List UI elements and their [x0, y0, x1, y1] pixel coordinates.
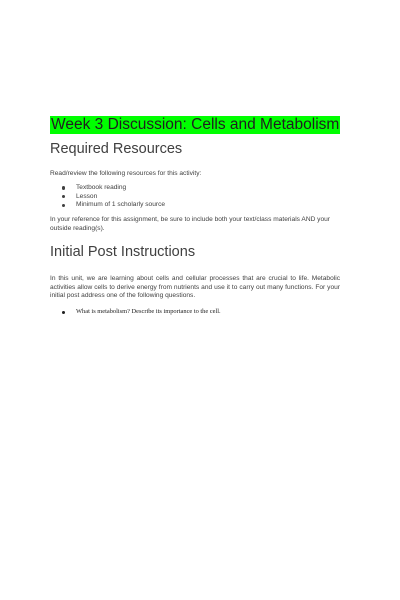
reference-note: In your reference for this assignment, be sure to include both your text/class materials AND your outside reading(s). [50, 216, 330, 232]
initial-post-heading: Initial Post Instructions [50, 243, 196, 260]
resources-intro: Read/review the following resources for this activity: [50, 170, 202, 177]
list-item: What is metabolism? Describe its importance to the cell. [62, 308, 340, 317]
initial-post-body: In this unit, we are learning about cells and cellular processes that are crucial to life. Metabolic activities allow cells to derive energy from nutrients and use it to carry out many functions. For your initial post address one of the following questions. [50, 274, 340, 300]
list-item: Minimum of 1 scholarly source [62, 201, 340, 210]
required-resources-heading: Required Resources [50, 141, 183, 157]
list-item: Textbook reading [62, 184, 340, 193]
document-title: Week 3 Discussion: Cells and Metabolism [51, 116, 340, 133]
resources-list [50, 184, 340, 210]
questions-list [50, 308, 340, 317]
list-item: Lesson [62, 193, 340, 202]
document-page [50, 116, 340, 317]
